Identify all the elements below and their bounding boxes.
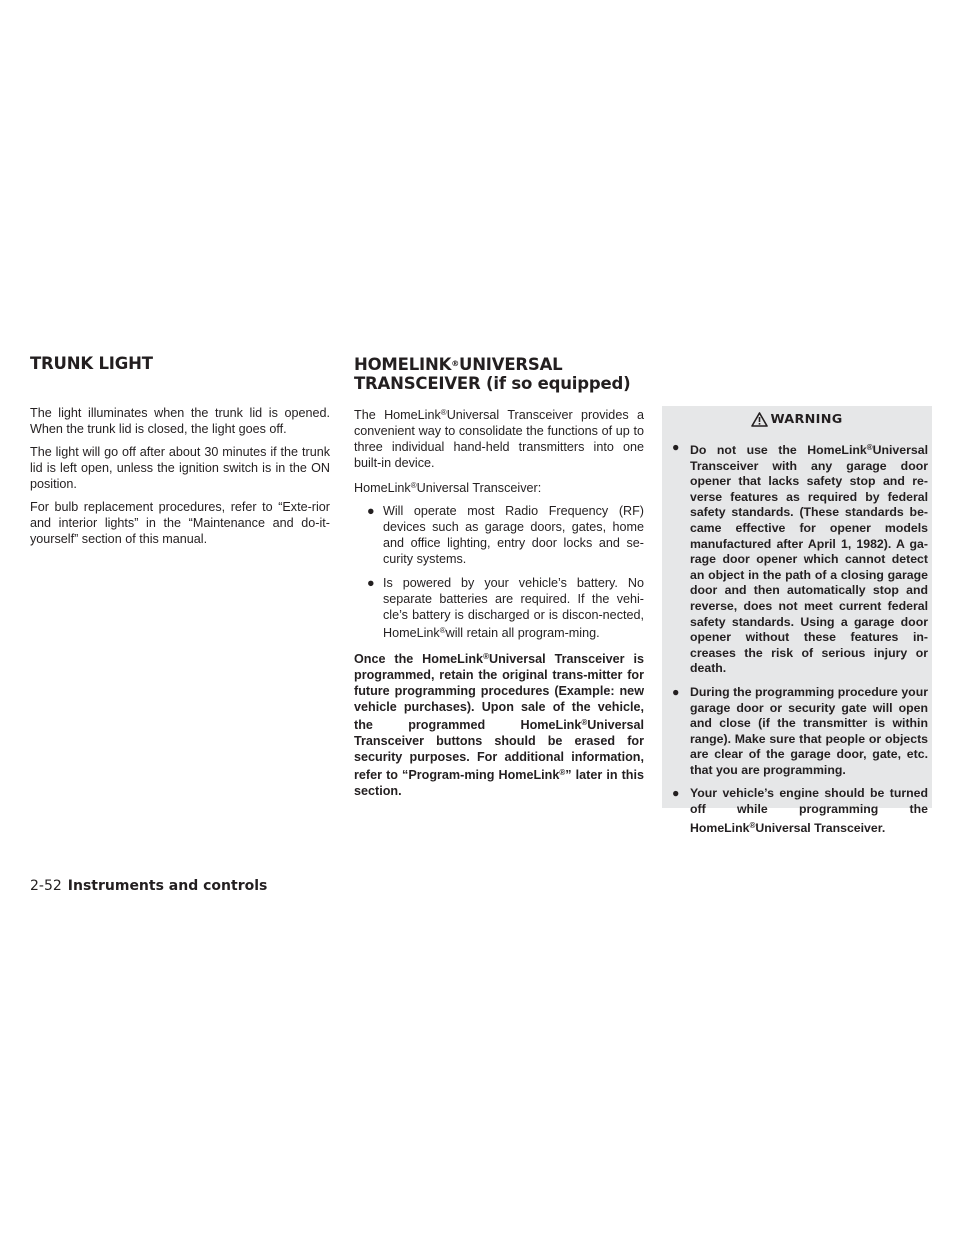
bullet-icon: ● [367,576,375,590]
page-footer [30,878,267,894]
trunk-paragraph-3: For bulb replacement procedures, refer to “Exte-rior and interior lights” in the “Maintenance and do-it-yourself” section of this manual. [30,500,330,546]
registered-mark: ® [559,768,566,777]
registered-mark: ® [440,408,447,417]
warning-header [662,406,932,432]
registered-mark: ® [866,443,873,452]
homelink-intro: The HomeLink®Universal Transceiver provides a convenient way to consolidate the functions of up to three individual hand-held transmitters into one built-in device. [354,408,644,470]
list-item: ● Is powered by your vehicle’s battery. No separate batteries are required. If the vehi-cle’s battery is discharged or is discon-nected, HomeLink®will retain all program-ming. [367,576,644,640]
warning-box [662,406,932,835]
trunk-paragraph-2: The light will go off after about 30 minutes if the trunk lid is left open, unless the ignition switch is in the ON position. [30,445,330,491]
bullet-icon: ● [672,786,680,801]
warning-title: WARNING [770,411,843,427]
warning-item: ● Do not use the HomeLink®Universal Transceiver with any garage door opener that lacks safety stop and re-verse features as required by federal safety standards. (These standards be-came effective for opener models manufactured after April 1, 1982). A ga-rage door opener which cannot detect an object in the path of a closing garage door and then automatically stop and reverse, does not meet current federal safety standards. Using a garage door opener without these features in-creases the risk of serious injury or death. [672,440,928,676]
homelink-body [354,405,644,806]
trunk-light-body [30,405,330,554]
warning-triangle-icon [751,412,768,427]
homelink-heading-part1: HOMELINK [354,355,452,374]
bullet-icon: ● [367,504,375,518]
homelink-heading-part2: UNIVERSAL [459,355,563,374]
homelink-feature-list [354,503,644,641]
page-number: 2-52 [30,878,62,894]
registered-mark: ® [410,481,417,490]
bullet-icon: ● [672,684,680,699]
warning-item: ● Your vehicle’s engine should be turned off while programming the HomeLink®Universal Transceiver. [672,786,928,835]
list-item: ● Will operate most Radio Frequency (RF) devices such as garage doors, gates, home and office lighting, entry door locks and se-curity systems. [367,504,644,566]
registered-mark: ® [451,359,459,368]
registered-mark: ® [483,652,489,661]
homelink-retain-notice: Once the HomeLink®Universal Transceiver is programmed, retain the original trans-mitter for future programming procedures (Example: new vehicle purchases). Upon sale of the vehicle, the programmed HomeLink®Universal Transceiver buttons should be erased for security purposes. For additional information, refer to “Program-ming HomeLink®” later in this section. [354,652,644,798]
homelink-heading [354,354,630,393]
bullet-icon: ● [672,440,680,454]
section-name: Instruments and controls [67,878,268,894]
registered-mark: ® [749,820,756,830]
homelink-list-intro: HomeLink®Universal Transceiver: [354,481,542,495]
trunk-paragraph-1: The light illuminates when the trunk lid is opened. When the trunk lid is closed, the light goes off. [30,406,330,436]
registered-mark: ® [581,718,588,727]
warning-item: ● During the programming procedure your garage door or security gate will open and close (if the transmitter is within range). Make sure that people or objects are clear of the garage door, gate, etc. that you are programming. [672,684,928,777]
homelink-heading-line2: TRANSCEIVER (if so equipped) [354,374,631,393]
warning-list [662,432,932,836]
registered-mark: ® [439,626,446,635]
trunk-light-heading: TRUNK LIGHT [30,354,153,373]
